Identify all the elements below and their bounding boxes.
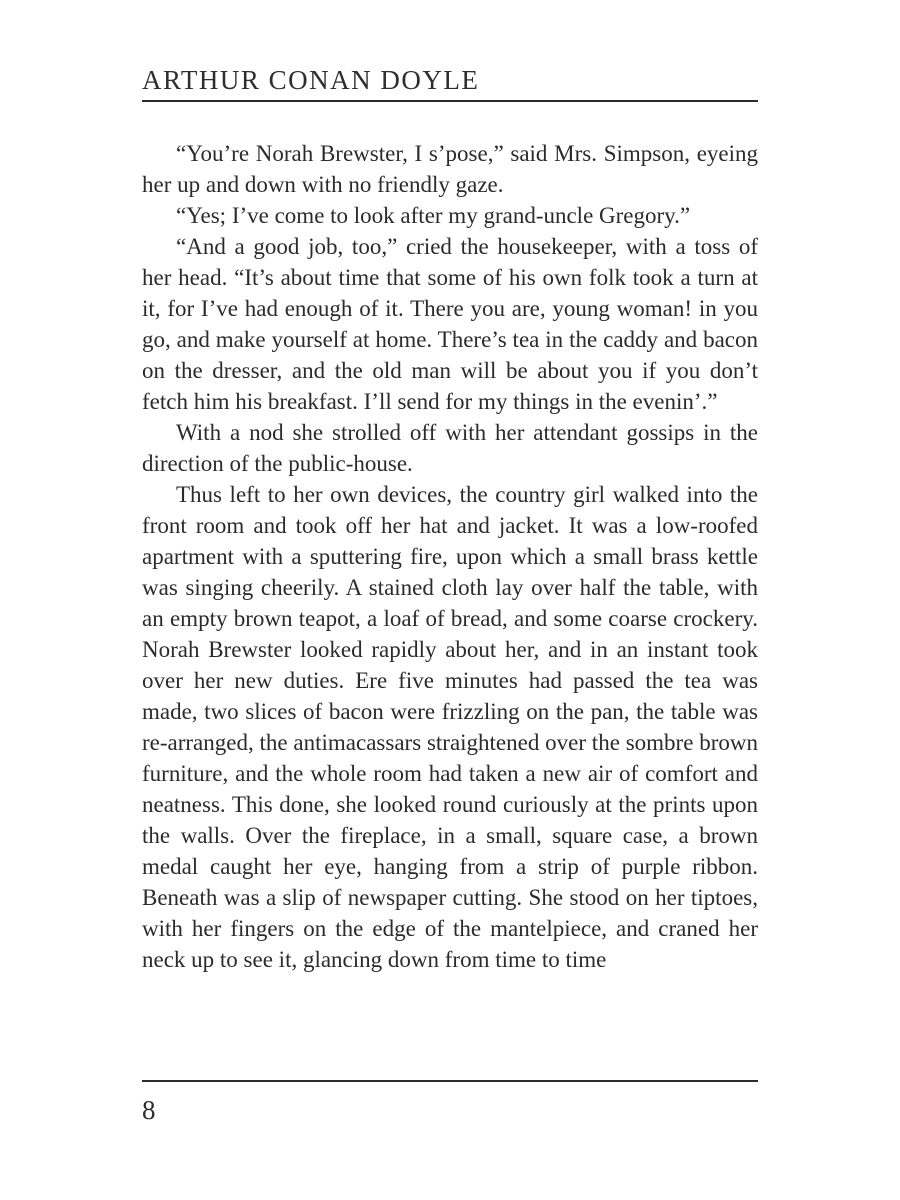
body-text	[142, 138, 758, 975]
paragraph: Thus left to her own devices, the country girl walked into the front room and took off her hat and jacket. It was a low-roofed apartment with a sputtering fire, upon which a small brass kettle was singing cheerily. A stained cloth lay over half the table, with an empty brown teapot, a loaf of bread, and some coarse crockery. Norah Brewster looked rapidly about her, and in an instant took over her new duties. Ere five minutes had passed the tea was made, two slices of bacon were frizzling on the pan, the table was re-arranged, the antimacassars straightened over the sombre brown furniture, and the whole room had taken a new air of comfort and neatness. This done, she looked round curiously at the prints upon the walls. Over the fireplace, in a small, square case, a brown medal caught her eye, hanging from a strip of purple ribbon. Beneath was a slip of newspaper cutting. She stood on her tiptoes, with her fingers on the edge of the mantelpiece, and craned her neck up to see it, glancing down from time to time	[142, 482, 758, 972]
paragraph: “Yes; I’ve come to look after my grand-uncle Gregory.”	[176, 203, 691, 228]
header-rule	[142, 100, 758, 102]
footer-rule	[142, 1080, 758, 1082]
paragraph: “And a good job, too,” cried the housekeeper, with a toss of her head. “It’s about time that some of his own folk took a turn at it, for I’ve had enough of it. There you are, young woman! in you go, and make yourself at home. There’s tea in the caddy and bacon on the dresser, and the old man will be about you if you don’t fetch him his breakfast. I’ll send for my things in the evenin’.”	[142, 234, 758, 414]
page-number: 8	[142, 1095, 156, 1125]
paragraph: With a nod she strolled off with her attendant gossips in the direction of the public-house.	[142, 420, 758, 476]
running-head-title: ARTHUR CONAN DOYLE	[142, 65, 480, 95]
paragraph: “You’re Norah Brewster, I s’pose,” said Mrs. Simpson, eyeing her up and down with no friendly gaze.	[142, 141, 758, 197]
